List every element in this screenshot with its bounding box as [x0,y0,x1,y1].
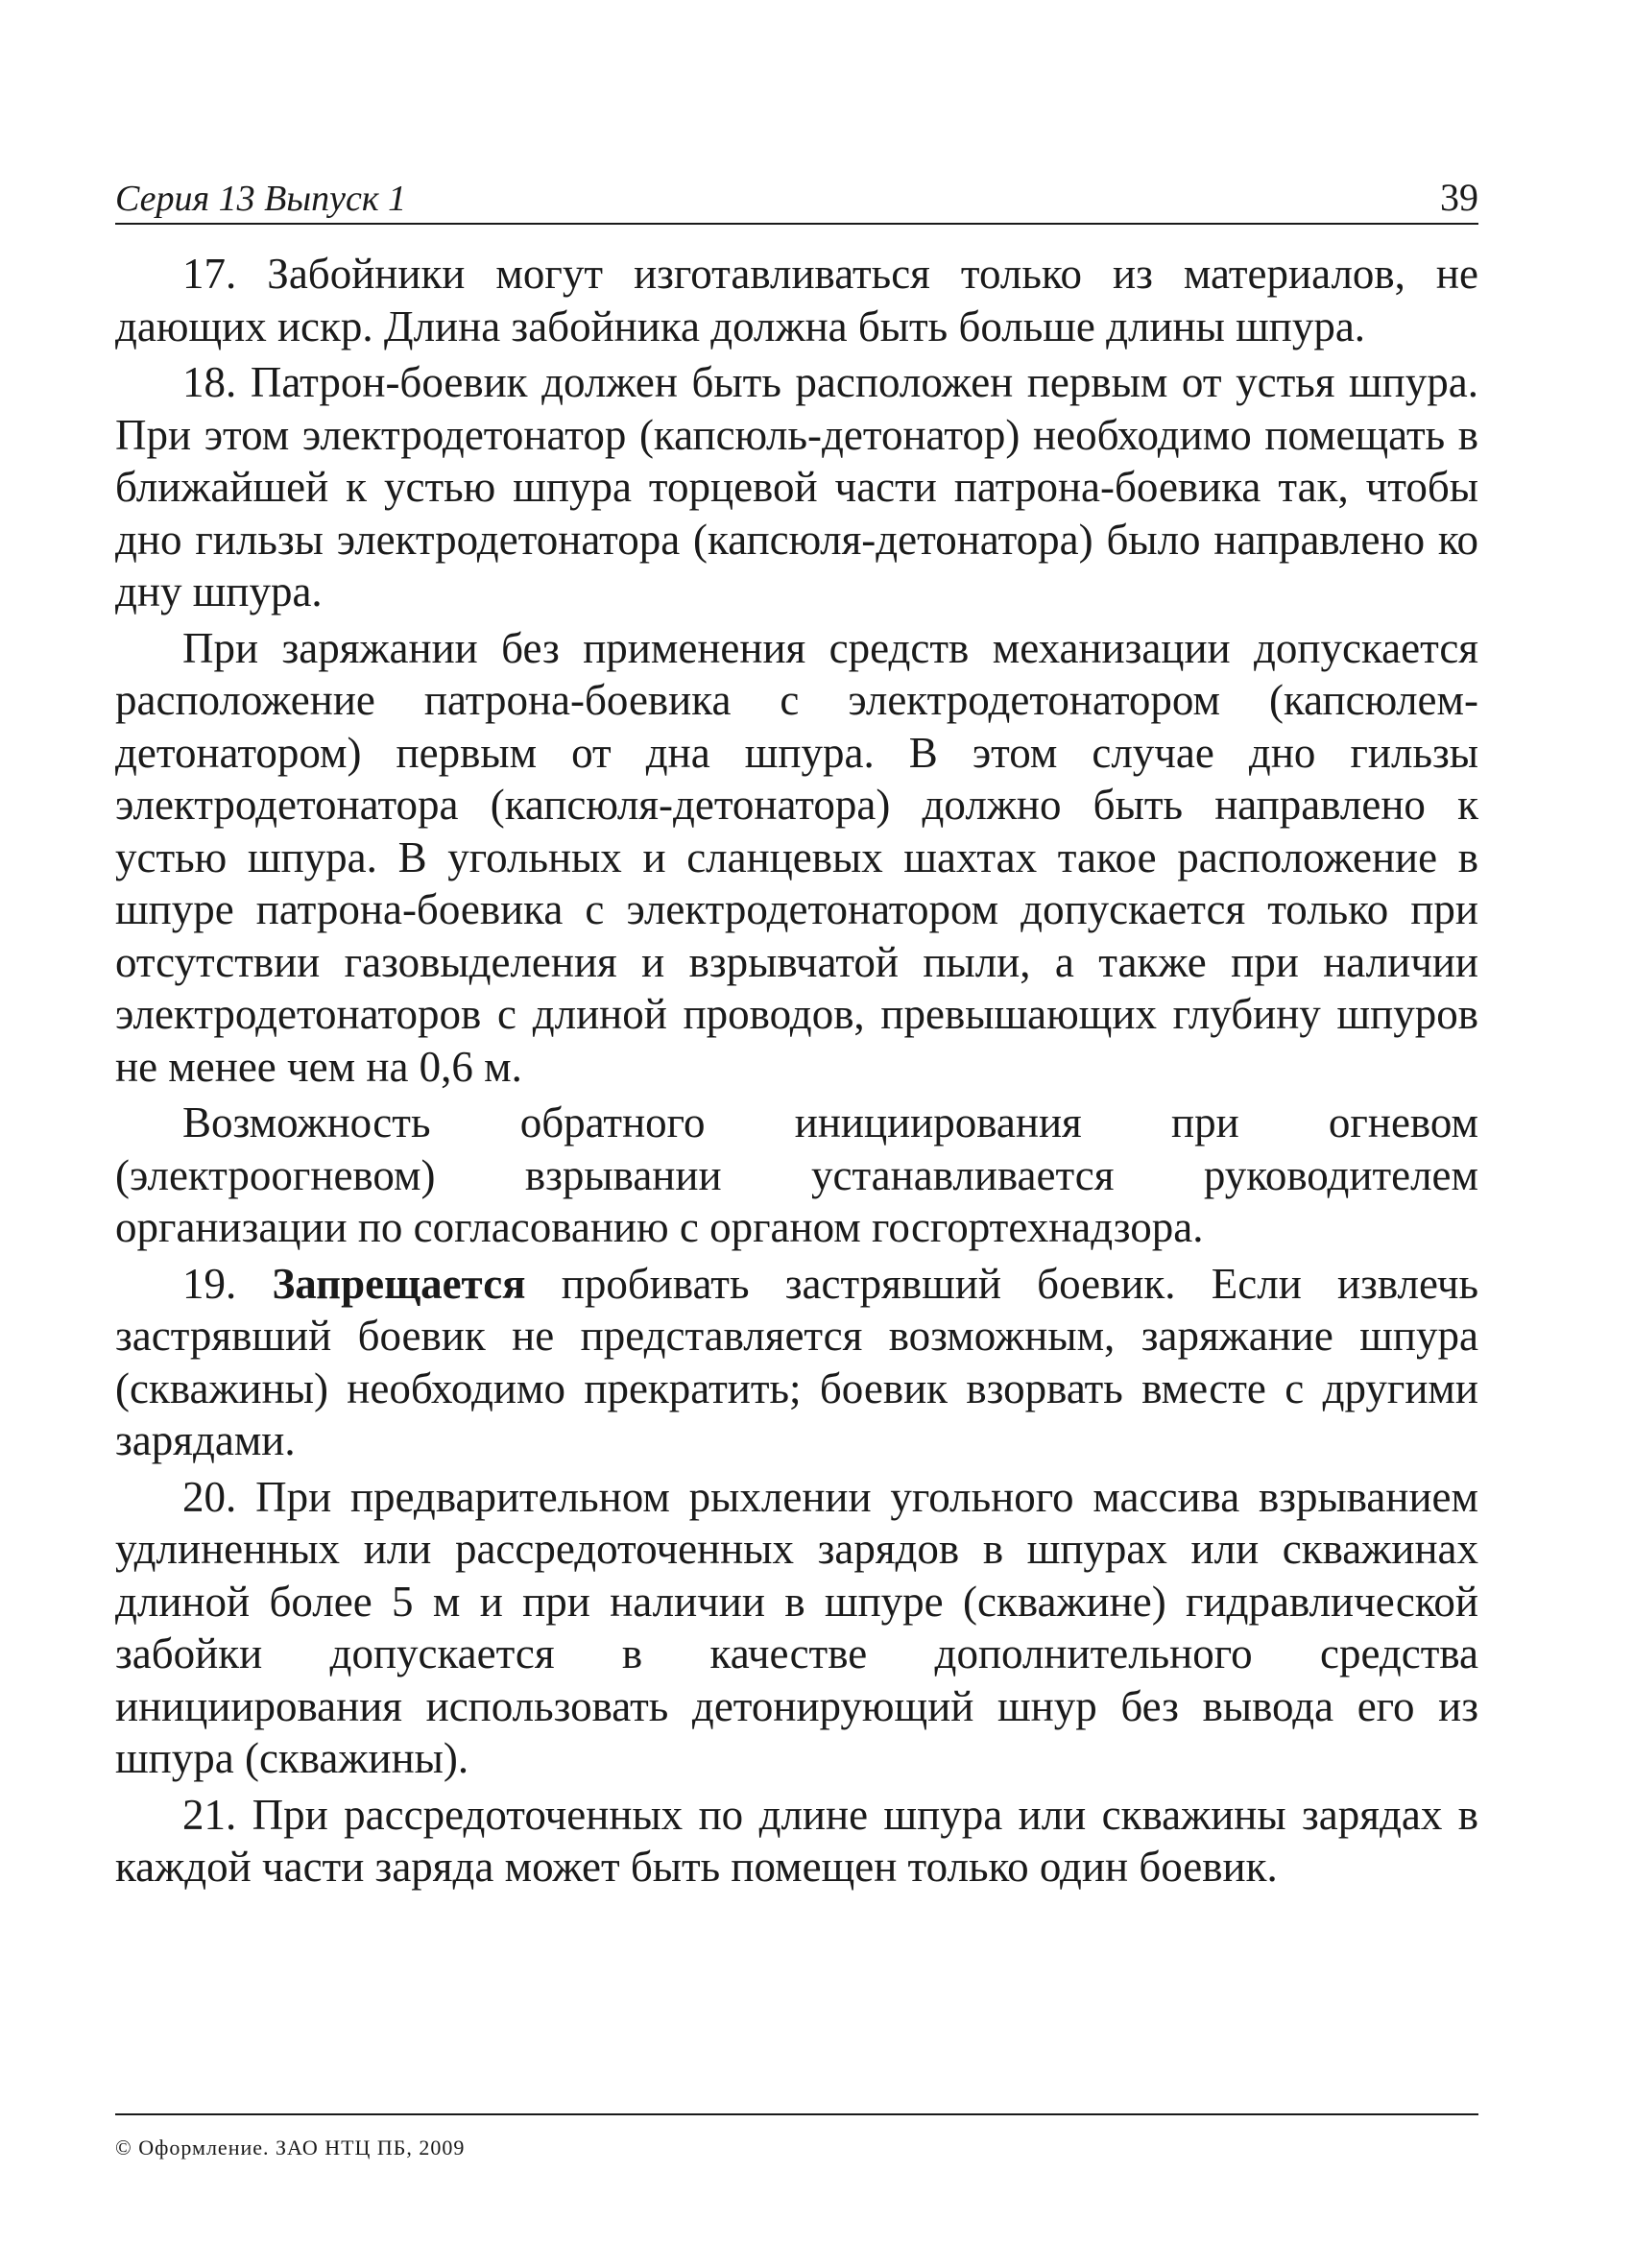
header-series: Серия 13 Выпуск 1 [115,179,407,219]
body-text [115,248,1478,1897]
footer-rule [115,2113,1478,2115]
paragraph-19-emphasis: Запрещается [272,1259,526,1308]
paragraph-19-text: пробивать застрявший боевик. Если извлечь застрявший боевик не представляется возможным, заряжание шпура (скважины) необходимо прекратить; боевик взорвать вместе с другими зарядами. [115,1259,1478,1464]
paragraph-21: 21. При рассредоточенных по длине шпура или скважины зарядах в каждой части заряда может быть помещен только один боевик. [115,1790,1478,1891]
paragraph-18: 18. Патрон-боевик должен быть расположен первым от устья шпура. При этом электродетонатор (капсюль-детонатор) необходимо помещать в ближайшей к устью шпура торцевой части патрона-боевика так, чтобы дно гильзы электродетонатора (капсюля-детонатора) было направлено ко дну шпура. [115,358,1478,615]
paragraph-17: 17. Забойники могут изготавливаться только из материалов, не дающих искр. Длина забойника должна быть больше длины шпура. [115,250,1478,350]
footer-copyright: © Оформление. ЗАО НТЦ ПБ, 2009 [115,2135,466,2159]
page-number: 39 [1440,176,1478,219]
paragraph-20: 20. При предварительном рыхлении угольного массива взрыванием удлиненных или рассредоточенных зарядов в шпурах или скважинах длиной более 5 м и при наличии в шпуре (скважине) гидравлической забойки допускается в качестве дополнительного средства инициирования использовать детонирующий шнур без вывода его из шпура (скважины). [115,1472,1478,1782]
header-rule [115,223,1478,225]
paragraph-18-cont2: Возможность обратного инициирования при огневом (электроогневом) взрывании устанавливается руководителем организации по согласованию с органом госгортехнадзора. [115,1098,1478,1251]
paragraph-18-cont: При заряжании без применения средств механизации допускается расположение патрона-боевика с электродетонатором (капсюлем-детонатором) первым от дна шпура. В этом случае дно гильзы электродетонатора (капсюля-детонатора) должно быть направлено к устью шпура. В угольных и сланцевых шахтах такое расположение в шпуре патрона-боевика с электродетонатором допускается только при отсутствии газовыделения и взрывчатой пыли, а также при наличии электродетонаторов с длиной проводов, превышающих глубину шпуров не менее чем на 0,6 м. [115,623,1478,1091]
page-header [115,163,1478,225]
paragraph-19-number: 19. [182,1259,273,1308]
paragraph-19 [115,1258,1478,1467]
